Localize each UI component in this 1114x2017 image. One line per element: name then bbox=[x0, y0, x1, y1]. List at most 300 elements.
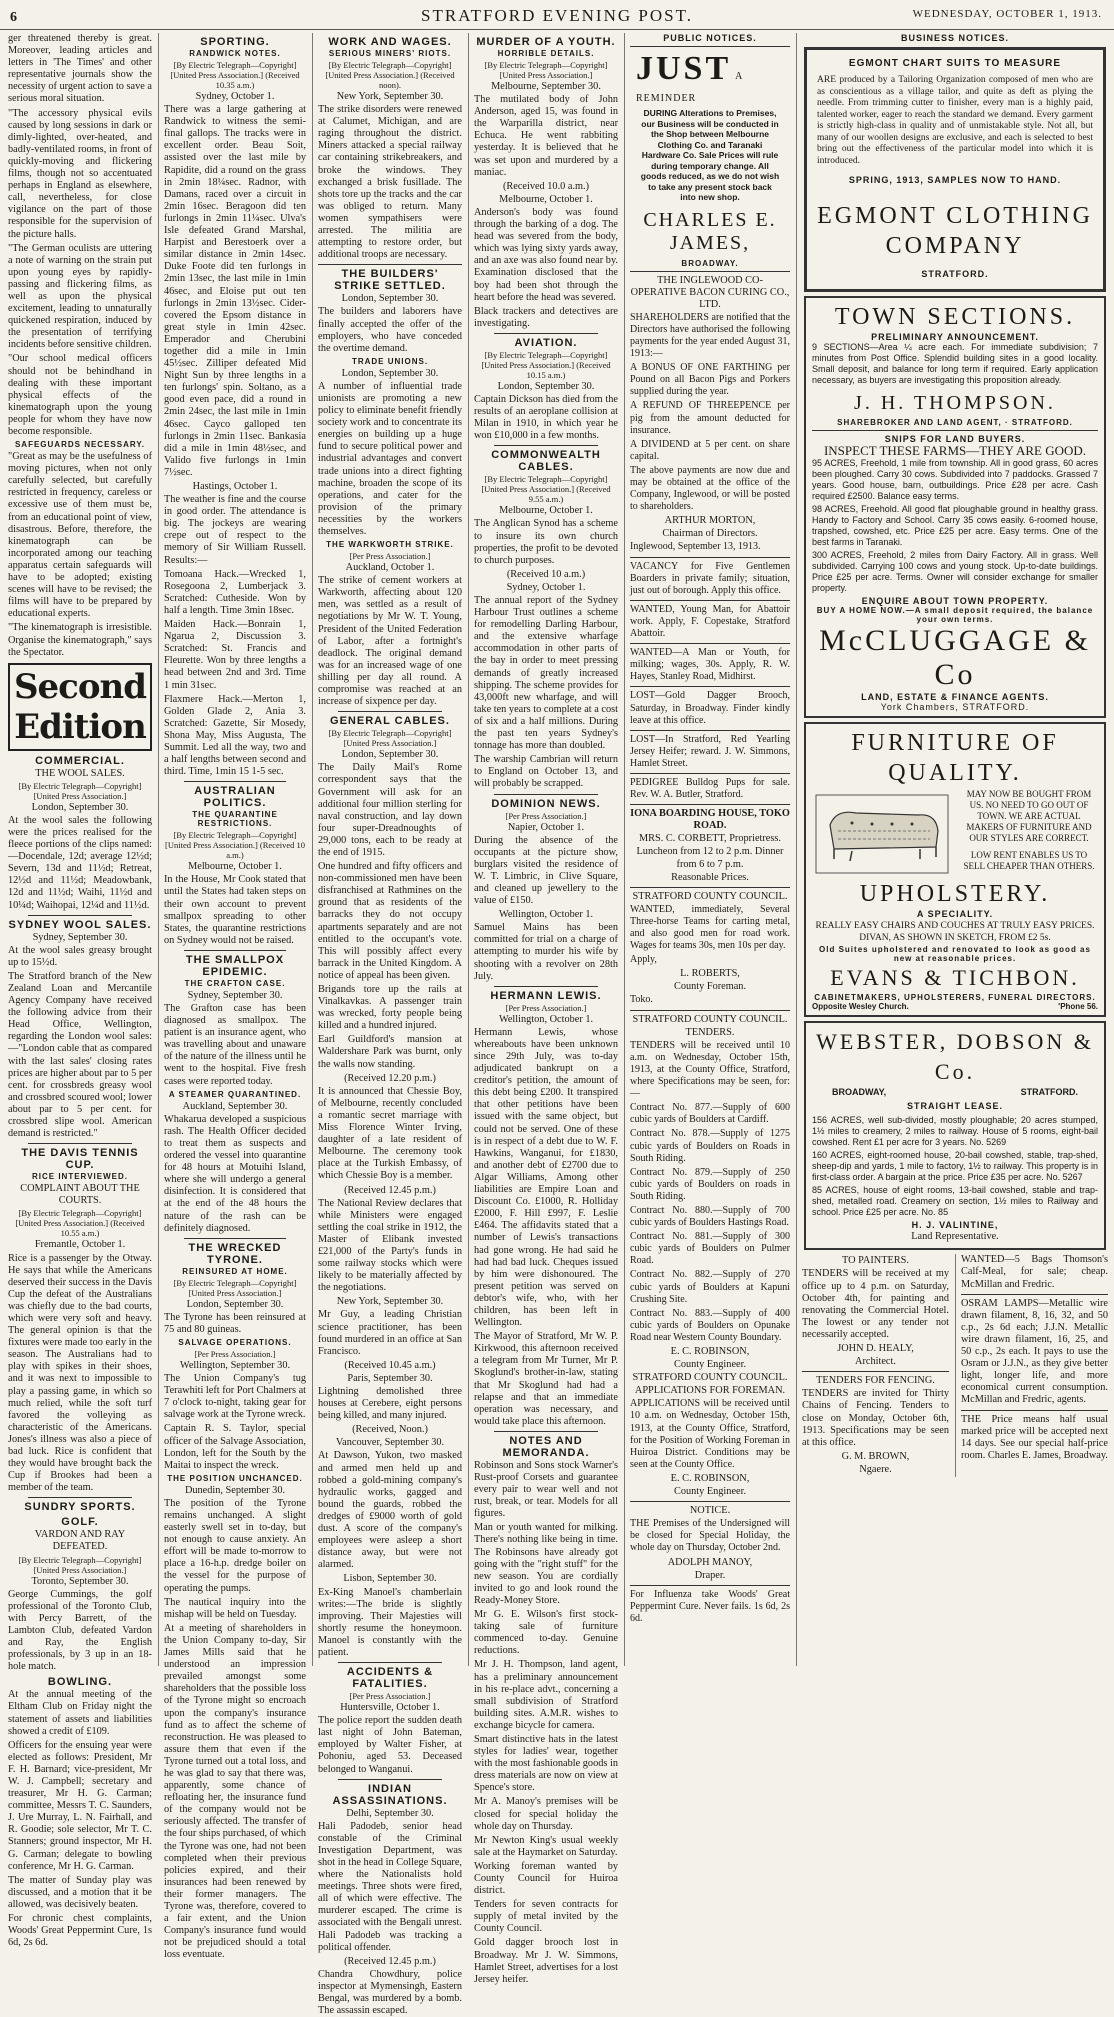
column-rule bbox=[796, 33, 797, 1666]
article-paragraph: At Dawson, Yukon, two masked and armed men held up and robbed a gold-mining company's hydraulic works, gagged and bound the guards, robbed the dredges of £9000 worth of gold dust. A score of the company's employees were asleep a short distance away, but were not alarmed. bbox=[318, 1450, 462, 1571]
farm-listing: 95 ACRES, Freehold, 1 mile from township. All in good grass, 60 acres been ploughed. Carry 30 cows. Subdivided into 7 paddocks. Grassed 7 years. Good house, barn, outbuildings. Price £28 per acre. Cash required £2500. Balance easy terms. bbox=[812, 458, 1098, 502]
section-heading: SYDNEY WOOL SALES. bbox=[8, 918, 152, 931]
section-heading: THE DAVIS TENNIS CUP. bbox=[21, 1147, 139, 1172]
small-ads-left bbox=[802, 1254, 949, 1477]
dateline: Sydney, September 30. bbox=[187, 989, 283, 1001]
notice-paragraph: The above payments are now due and may be obtained at the office of the Company, Inglewood, or will be posted to shareholders. bbox=[630, 464, 790, 513]
received-note: (Received 12.45 p.m.) bbox=[344, 1184, 436, 1196]
notice-signature: JOHN D. HEALY, bbox=[837, 1343, 914, 1355]
article-subheading: THE WOOL SALES. bbox=[35, 767, 125, 779]
section-heading: SPORTING. bbox=[200, 36, 270, 48]
received-note: (Received 12.45 p.m.) bbox=[344, 1955, 436, 1967]
notice-paragraph: A DIVIDEND at 5 per cent. on share capital. bbox=[630, 438, 790, 462]
article-paragraph: Smart distinctive hats in the latest styles for ladies' wear, together with the most fashionable goods in dress materials are now on view at Spence's store. bbox=[474, 1733, 618, 1794]
divider bbox=[630, 600, 790, 601]
article-paragraph: Whakarua developed a suspicious rash. The Health Officer decided to treat them as suspects and ordered the vessel into quarantine for 48 hours at Motuihi Island, where she will undergo a general disinfection. It is considered that at the end of the 48 hours the nature of the rash can be definitely diagnosed. bbox=[164, 1113, 306, 1234]
notice-paragraph: Toko. bbox=[630, 994, 653, 1006]
article-paragraph: One hundred and fifty officers and non-commissioned men have been disfranchised at Rathmines on the ground that as residents of the barracks they do not occupy apartments separately and are not entitled to the occupant's vote. This will possibly affect every barrack in the United Kingdom. A notice of appeal has been given. bbox=[318, 861, 462, 981]
article-paragraph: "The German oculists are uttering a note of warning on the strain put upon young eyes by rapidly-passing and flickering films, as well as upon the physical excitement, leading to unnaturally quickened respiration, induced by the presentation of terrifying incidents before sensitive children. bbox=[8, 242, 152, 351]
ad-body: ARE produced by a Tailoring Organization composed of men who are as conscientious as a village tailor, and quite as deft as plying the needle. From trimming cutter to finisher, every man is a highly paid, talented worker, eager to reach the standard we demand. Every garment is strictly high-class in quality and of unmistakable style. Not all, but many of our woollen designs are exclusive, and each is selected to best bring out the effectiveness of the particular model into which it is introduced. bbox=[817, 75, 1093, 166]
article-paragraph: Lightning demolished three houses at Cerebere, eight persons being killed, and many injured. bbox=[318, 1386, 462, 1422]
notice-title: THE INGLEWOOD CO-OPERATIVE BACON CURING CO., LTD. bbox=[630, 274, 790, 310]
received-note: (Received, Noon.) bbox=[352, 1424, 428, 1436]
section-header: PUBLIC NOTICES. bbox=[663, 33, 757, 43]
notice-title: IONA BOARDING HOUSE, TOKO ROAD. bbox=[630, 808, 790, 832]
notice-paragraph: Reasonable Prices. bbox=[671, 871, 749, 883]
wire-source: [By Electric Telegraph—Copyright] [United Press Association.] bbox=[18, 1554, 142, 1575]
wire-source: [By Electric Telegraph—Copyright] [United Press Association.] (Received 10.35 a.m.) bbox=[170, 60, 300, 90]
dateline: Auckland, October 1. bbox=[345, 562, 435, 574]
notice-signature: MRS. C. CORBETT, Proprietress. bbox=[639, 833, 781, 845]
ad-body: REALLY EASY CHAIRS AND COUCHES AT TRULY EASY PRICES. DIVAN, AS SHOWN IN SKETCH, FROM £2 5s. bbox=[815, 921, 1095, 944]
section-header: BUSINESS NOTICES. bbox=[900, 33, 1009, 43]
ad-tagline: STRAIGHT LEASE. bbox=[906, 1101, 1003, 1112]
article-paragraph: Working foreman wanted by County Council for Huiroa district. bbox=[474, 1860, 618, 1897]
article-paragraph: At a meeting of shareholders in the Union Company to-day, Sir James Mills said that he understood an impression prevailed amongst some shareholders that the possible loss of the Tyrone might so encroach upon the company's insurance fund as to affect the scheme of reconstruction. He was pleased to assure them that even if the Tyrone turned out a total loss, and he was glad to say that there was, apparently, some chance of refloating her, the insurance fund of the company would not be seriously affected. The transfer of the four ships purchased, of which the Tyrone was one, had not been completed when their previous policies expired, and their insurances had been renewed by their former managers. The Tyrone was, therefore, covered to a fair extent, and the Union Company's insurance fund would not be prejudiced should a total loss eventuate. bbox=[164, 1622, 306, 1961]
article-paragraph: Man or youth wanted for milking. There's nothing like being in time. The Robinsons have already got going with the "right stuff" for the new season. You are cordially invited to go and look round the Ready-Money Store. bbox=[474, 1522, 618, 1606]
dateline: Melbourne, October 1. bbox=[499, 505, 593, 517]
ad-address: BROADWAY. bbox=[681, 258, 739, 268]
divider bbox=[961, 1410, 1108, 1411]
notice-paragraph: WANTED, immediately, Several Three-horse Teams for carting metal, and also good men for road work. Wages for teams 30s, men 10s per day. bbox=[630, 903, 790, 952]
section-heading: INDIAN ASSASSINATIONS. bbox=[332, 1782, 448, 1807]
section-heading: THE BUILDERS' STRIKE SETTLED. bbox=[334, 268, 446, 293]
column-rule bbox=[624, 33, 625, 1666]
article-paragraph: The National Review declares that while Ministers were engaged settling the coal strike in 1912, the Master of Elibank invested £21,000 of the Party's funds in some railway stocks which were likely to be materially affected by the negotiations. bbox=[318, 1197, 462, 1294]
divider bbox=[630, 1585, 790, 1586]
article-paragraph: The Anglican Synod has a scheme to insure its own church properties, the profit to be devoted to church purposes. bbox=[474, 518, 618, 566]
section-heading: BOWLING. bbox=[47, 1676, 113, 1689]
ad-signature: H. J. VALINTINE, bbox=[911, 1220, 999, 1231]
column-rule bbox=[312, 33, 313, 1666]
article-paragraph: The strike disorders were renewed at Calumet, Michigan, and are raging throughout the district. Miners attacked a special railway car containing strikebreakers, and broke the windows. They exchanged a brisk fusillade. The shots tore up the tracks and the car was obliged to return. Many women sympathisers were arrested. The militia are attempting to restore order, but additional troops are necessary. bbox=[318, 104, 462, 261]
divider bbox=[630, 557, 790, 558]
section-heading: HERMANN LEWIS. bbox=[490, 989, 602, 1002]
article-paragraph: At the annual meeting of the Eltham Club on Friday night the statement of assets and liabilities showed a credit of £109. bbox=[8, 1689, 152, 1737]
notice-title: STRATFORD COUNTY COUNCIL. bbox=[632, 1013, 788, 1025]
ad-address: STRATFORD. bbox=[1020, 1087, 1078, 1098]
ad-address: BROADWAY, bbox=[832, 1087, 887, 1098]
farm-listing: 300 ACRES, Freehold, 2 miles from Dairy Factory. All in grass. Well subdivided. Carrying 100 cows and young stock. Up-to-date buildings. Price £25 per acre. Terms. Owner will consider exchange for smaller property. bbox=[812, 550, 1098, 594]
article-paragraph: In the House, Mr Cook stated that until the States had taken steps on their own account to prevent smallpox spreading to other States, the quarantine restrictions on Sydney would not be raised. bbox=[164, 874, 306, 946]
divider bbox=[630, 773, 790, 774]
article-paragraph: "The kinematograph is irresistible. Organise the kinematograph," says the Spectator. bbox=[8, 622, 152, 658]
notice-signature: Ngaere. bbox=[859, 1463, 892, 1475]
article-paragraph: The Tyrone has been reinsured at 75 and 80 guineas. bbox=[164, 1311, 306, 1335]
page-number: 6 bbox=[10, 10, 17, 25]
classified-ad: OSRAM LAMPS—Metallic wire drawn filament, 8, 16, 32, and 50 c.p., 2s 6d each; J.J.N. Metallic wire drawn filament, 16, 25, and 50 c.p., 2s each. It pays to use the Osram or J.J.N., as they give better light, longer life, and more economical current consumption. McMillan and Fredric, agents. bbox=[961, 1297, 1108, 1406]
ad-headline: UPHOLSTERY. bbox=[859, 881, 1051, 908]
ad-address: SHAREBROKER AND LAND AGENT, · STRATFORD. bbox=[837, 418, 1073, 427]
section-heading: THE SMALLPOX EPIDEMIC. bbox=[185, 953, 285, 978]
ad-headline: TOWN SECTIONS. bbox=[834, 304, 1076, 330]
article-paragraph: There was a large gathering at Randwick to witness the semi-final gallops. The tracks were in excellent order. Beau Soit, assisted over the last mile by Rapidite, did a round on the grass in 2min 18¼sec. Radnor, with Damans, raced over a circuit in 2min 16sec. Beragoon did ten furlongs in 2min 11¼sec. Ulva's Isle defeated Grand Marshal, Harpist and Berestoerk over a similar distance in 2min 14sec. Duke Foote did ten furlongs in 2min 13sec, the last mile in 1min 46sec, and Eloise put out ten furlongs in 2min 13½sec. Cider-covered the Epsom distance in great style in 1min 42sec. Emperador and Cherubini together did a mile in 1min 45½sec. Zilliper defeated Mid Night Sun by three lengths in a ten furlongs' spin. Soltano, as a good even pace, did a round in 2min 24sec, the last mile in 1min 46sec. Cayco galloped ten furlongs in 2min 11sec. Bankasia did a mile in 1min 48½sec, and Valido five furlongs in 1min 7½sec. bbox=[164, 104, 306, 478]
dateline: Lisbon, September 30. bbox=[343, 1573, 437, 1585]
column-6-business-notices bbox=[798, 33, 1112, 1666]
article-paragraph: Gold dagger brooch lost in Broadway. Mr J. W. Simmons, Hamlet Street, advertises for a lost Jersey heifer. bbox=[474, 1937, 618, 1985]
town-sections-ad bbox=[804, 296, 1106, 718]
notice-signature: Chairman of Directors. bbox=[662, 528, 758, 540]
section-subheading: THE CRAFTON CASE. bbox=[184, 978, 286, 988]
ad-tagline: A SPECIALITY. bbox=[916, 909, 994, 920]
ad-tagline: INSPECT THESE FARMS—THEY ARE GOOD. bbox=[823, 443, 1087, 458]
dateline: London, September 30. bbox=[341, 749, 439, 761]
wire-source: [Per Press Association.] bbox=[349, 1691, 431, 1702]
article-paragraph: At the wool sales the following were the prices realised for the fleece portions of the clips named:—Docendale, 12d; average 12½d; Severn, 13d and 11½d; Retreat, 12½d and 11½d; Meadowbank, 12d and 11½d; Waihi, 11½d and 10¼d; Waihopai, 12¼d and 11½d. bbox=[8, 814, 152, 911]
divider bbox=[494, 445, 598, 446]
ad-body: Old Suites upholstered and renovated to look as good as new at reasonable prices. bbox=[819, 945, 1091, 964]
divider bbox=[630, 271, 790, 272]
dateline: Dunedin, September 30. bbox=[184, 1484, 286, 1496]
article-paragraph: Mr J. H. Thompson, land agent, has a preliminary announcement in his re-place advt., concerning a small subdivision of Stratford building sites. A.M.R. wishes to exchange bicycle for camera. bbox=[474, 1659, 618, 1731]
article-paragraph: ger threatened thereby is great. Moreover, leading articles and letters in 'The Times' and other representative journals show the necessity of urgent action to save a serious moral situation. bbox=[8, 33, 152, 105]
notice-signature: County Foreman. bbox=[673, 981, 747, 993]
small-ads-row bbox=[802, 1254, 1108, 1477]
section-heading: NOTES AND MEMORANDA. bbox=[502, 1434, 590, 1459]
divider bbox=[812, 430, 1098, 431]
article-paragraph: Mr Newton King's usual weekly sale at the Haymarket on Saturday. bbox=[474, 1834, 618, 1858]
divider bbox=[630, 887, 790, 888]
column-3 bbox=[314, 33, 466, 2017]
section-heading: COMMONWEALTH CABLES. bbox=[491, 449, 601, 474]
dateline: London, September 30. bbox=[341, 293, 439, 305]
article-paragraph: During the absence of the occupants at the picture show, burglars visited the residence of W. T. Limbric, in Clive Square, and cleaned up jewellery to the value of £150. bbox=[474, 834, 618, 907]
article-paragraph: Captain Dickson has died from the results of an aeroplane collision at Milan in 1910, in which year he won £10,000 in a few months. bbox=[474, 393, 618, 442]
notice-title: TO PAINTERS. bbox=[842, 1255, 909, 1267]
dateline: Hastings, October 1. bbox=[192, 481, 278, 492]
divider bbox=[630, 643, 790, 644]
notice-paragraph: TENDERS will be received until 10 a.m. on Wednesday, October 15th, 1913, at the County Office, Stratford, where Specifications may be seen, for:— bbox=[630, 1039, 790, 1100]
article-paragraph: Mr Guy, a leading Christian science practitioner, has been found murdered in an office at San Francisco. bbox=[318, 1309, 462, 1357]
ad-tagline: BUY A HOME NOW.—A small deposit required, the balance your own terms. bbox=[816, 606, 1094, 625]
section-heading: MURDER OF A YOUTH. bbox=[476, 36, 616, 48]
divider bbox=[28, 1143, 132, 1144]
ad-body: LOW RENT ENABLES US TO SELL CHEAPER THAN OTHERS. bbox=[963, 850, 1095, 872]
ad-phone: 'Phone 56. bbox=[1058, 1002, 1098, 1012]
dateline: London, September 30. bbox=[341, 367, 439, 379]
article-paragraph: Officers for the ensuing year were elected as follows: President, Mr F. H. Barnard; vice-president, Mr W. J. Campbell; secretary and treasurer, Mr H. G. Carman; committee, Messrs T. C. Saunders, J. Ure Murray, L. N. Fairhall, and R. Goodie; sole selector, Mr T. C. Stanners; ground inspector, Mr H. G. Carman; delegate to bowling conference, Mr H. G. Carman. bbox=[8, 1739, 152, 1872]
classified-ad: For Influenza take Woods' Great Peppermint Cure. Never fails. 1s 6d, 2s 6d. bbox=[630, 1588, 790, 1624]
just-reminder-ad bbox=[630, 50, 790, 106]
article-paragraph: Black trackers and detectives are investigating. bbox=[474, 305, 618, 329]
second-edition-banner: Second Edition bbox=[8, 663, 152, 751]
ad-tagline: ENQUIRE ABOUT TOWN PROPERTY. bbox=[861, 596, 1049, 607]
dateline: Paris, September 30. bbox=[347, 1372, 433, 1384]
section-subheading: RICE INTERVIEWED. bbox=[32, 1172, 128, 1182]
dateline: Vancouver, September 30. bbox=[335, 1437, 445, 1449]
article-paragraph: "Great as may be the usefulness of moving pictures, when not only carefully selected, but carefully restricted in frequency, careless or excessive use of them must be, from an educational point of view, disastrous. Before, therefore, the kinematograph can be incorporated among our teaching apparatus certain safeguards will have to be adopted; existing scenes will have to be revised; the films will have to be prepared by educational experts. bbox=[8, 451, 152, 620]
article-paragraph: George Cummings, the golf professional of the Toronto Club, with Percy Barrett, of the Lambton Club, defeated Vardon and Ray, the English professionals, by 3 up in an 18-hole match. bbox=[8, 1588, 152, 1673]
article-paragraph: A number of influential trade unionists are promoting a new policy to eliminate benefit friendly society work and to concentrate its energies on building up a huge fund to secure political power and industrial advantages and convert trade unions into a direct fighting machine, broaden the scope of its operations, and cater for the provision of the primary necessities by the workers themselves. bbox=[318, 380, 462, 537]
section-heading: COMMERCIAL. bbox=[35, 754, 125, 767]
notice-paragraph: Inglewood, September 13, 1913. bbox=[630, 541, 761, 553]
issue-date: WEDNESDAY, OCTOBER 1, 1913. bbox=[912, 8, 1102, 20]
egmont-clothing-ad bbox=[804, 47, 1106, 292]
contract-item: Contract No. 879.—Supply of 250 cubic yards of Boulders on roads in South Riding. bbox=[630, 1166, 790, 1202]
article-paragraph: The mutilated body of John Anderson, aged 15, was found in the Warparilla district, near Echuca. He went rabbiting yesterday. It is believed that he was set upon and murdered by a maniac. bbox=[474, 94, 618, 178]
dateline: London, September 30. bbox=[186, 1298, 284, 1310]
classified-ad: LOST—In Stratford, Red Yearling Jersey Heifer; reward. J. W. Simmons, Hamlet Street. bbox=[630, 733, 790, 769]
column-5-public-notices bbox=[626, 33, 794, 1666]
divider bbox=[318, 264, 462, 265]
article-paragraph: The police report the sudden death last night of John Bateman, employed by Walter Fisher, at Pohoniu, aged 53. Deceased belonged to Wanganui. bbox=[318, 1715, 462, 1775]
classified-ad: PEDIGREE Bulldog Pups for sale. Rev. W. A. Butler, Stratford. bbox=[630, 776, 790, 801]
article-paragraph: Hermann Lewis, whose whereabouts have been unknown since 29th July, was to-day adjudicated bankrupt on a creditor's petition, the amount of this debt being £200. It transpired that other petitions have been issued with the same object, but could not be served. One of these is in respect of a debt due to W. F. Hawkins, Wanganui, for £1830, and another debt of £2700 due to Algar Williams, Among other liabilities are Empire Loan and Discount Co. £1000, R. Holliday £2000, F. Hill £997, F. Leslie £464. The affidavits stated that a number of Lewis's transactions had gone wrong. He had said he had had bad luck. Cheques issued by him were dishonoured. The present petition was served on debtor's wife, who, with her children, has been left in Wellington. bbox=[474, 1026, 618, 1329]
wire-source: [By Electric Telegraph—Copyright] [United Press Association.] (Received noon). bbox=[325, 60, 455, 90]
article-paragraph: The Union Company's tug Terawhiti left for Port Chalmers at 7 o'clock to-night, taking gear for salvage work at the Tyrone wreck. bbox=[164, 1373, 306, 1421]
article-subheading: COMPLAINT ABOUT THE COURTS. bbox=[20, 1183, 140, 1207]
notice-paragraph: A BONUS OF ONE FARTHING per Pound on all Bacon Pigs and Porkers supplied during the year. bbox=[630, 362, 790, 398]
article-paragraph: Chandra Chowdhury, police inspector at Mymensingh, Eastern Bengal, was murdered by a bomb. The assassin escaped. bbox=[318, 1968, 462, 2017]
section-heading: ACCIDENTS & FATALITIES. bbox=[346, 1666, 434, 1691]
article-paragraph: The warship Cambrian will return to England on October 13, and will probably be scrapped. bbox=[474, 754, 618, 790]
ad-signature: Land Representative. bbox=[911, 1231, 999, 1243]
article-paragraph: The nautical inquiry into the mishap will be held on Tuesday. bbox=[164, 1596, 306, 1620]
article-paragraph: The builders and laborers have finally accepted the offer of the employers, who have conceded the overtime demand. bbox=[318, 306, 462, 354]
farm-listing: 160 ACRES, eight-roomed house, 20-bail cowshed, stable, trap-shed, sheep-dip and yards, 1 mile to factory, 1½ to railway. This property is in first-class order. A bargain at the price. Price £35 per acre. No. 5267 bbox=[812, 1150, 1098, 1183]
ad-tagline: PRELIMINARY ANNOUNCEMENT. bbox=[871, 332, 1039, 342]
ad-address: Opposite Wesley Church. bbox=[812, 1002, 909, 1012]
ad-headline: EGMONT CHART SUITS TO MEASURE bbox=[848, 58, 1062, 69]
article-paragraph: Ex-King Manoel's chamberlain writes:—The bride is slightly improving. Their Majesties will shortly resume the honeymoon. Manoel is constantly with the patient. bbox=[318, 1586, 462, 1658]
column-1 bbox=[4, 33, 156, 1949]
divider bbox=[184, 950, 286, 951]
contract-item: Contract No. 883.—Supply of 400 cubic yards of Boulders on Opunake Road near Western County Boundary. bbox=[630, 1307, 790, 1343]
wire-source: [By Electric Telegraph—Copyright] [United Press Association.] (Received 10 a.m.) bbox=[165, 830, 305, 861]
article-paragraph: The Stratford branch of the New Zealand Loan and Mercantile Agency Company have received the following advice from their Head Office, Wellington, regarding the London wool sales:—"London cable that as compared with the last sales' closing rates prices are higher about par to 5 per cent. for crossbreds greasy wool and crossbred scoured wool; lower about par to 5 per cent. for crossbred slipe wool. American demand is restricted." bbox=[8, 970, 152, 1140]
article-paragraph: Tenders for seven contracts for supply of metal invited by the County Council. bbox=[474, 1899, 618, 1935]
dateline: Wellington, October 1. bbox=[498, 1013, 594, 1025]
article-paragraph: Mr A. Manoy's premises will be closed for special holiday the whole day on Thursday. bbox=[474, 1796, 618, 1832]
divider bbox=[630, 46, 790, 47]
divider bbox=[961, 1294, 1108, 1295]
dateline: Toronto, September 30. bbox=[31, 1575, 129, 1587]
article-paragraph: Brigands tore up the rails at Vinalkavkas. A passenger train was wrecked, forty people being killed and a hundred injured. bbox=[318, 984, 462, 1032]
section-heading: GOLF. bbox=[61, 1516, 99, 1529]
dateline: New York, September 30. bbox=[336, 91, 444, 102]
article-paragraph: The Grafton case has been diagnosed as smallpox. The patient is an insurance agent, who was travelling about and unaware of the nature of the illness until he went to the hospital. Five fresh cases were reported today. bbox=[164, 1003, 306, 1087]
dateline: Napier, October 1. bbox=[507, 821, 585, 833]
ad-address-row bbox=[812, 1087, 1098, 1097]
notice-paragraph: Apply, bbox=[630, 954, 657, 966]
section-heading: GENERAL CABLES. bbox=[330, 715, 450, 728]
notice-signature: L. ROBERTS, bbox=[680, 968, 740, 980]
notice-title: TENDERS. bbox=[685, 1026, 735, 1038]
notice-title: STRATFORD COUNTY COUNCIL. bbox=[632, 890, 788, 902]
webster-dobson-ad bbox=[804, 1021, 1106, 1250]
wire-source: [By Electric Telegraph—Copyright] [United Press Association.] bbox=[328, 728, 452, 749]
dateline: Melbourne, October 1. bbox=[188, 861, 282, 873]
ad-advertiser: McCLUGGAGE & Co bbox=[819, 624, 1091, 692]
masthead bbox=[0, 0, 1114, 30]
section-heading: THE WRECKED TYRONE. bbox=[188, 1241, 282, 1266]
wire-source: [Per Press Association.] bbox=[194, 1348, 276, 1359]
notice-title: TENDERS FOR FENCING. bbox=[816, 1375, 935, 1387]
column-rule bbox=[468, 33, 469, 1666]
article-paragraph: Mr G. E. Wilson's first stock-taking sale of furniture commenced to-day. Genuine reductions. bbox=[474, 1609, 618, 1657]
article-paragraph: Anderson's body was found through the barking of a dog. The head was severed from the body, which was lying sixty yards away, and an axe was also found near by. Examination disclosed that the boy had been shot through the heart before the head was severed. bbox=[474, 206, 618, 303]
ad-address: STRATFORD. bbox=[921, 269, 989, 279]
article-paragraph: Hali Padodeb, senior head constable of the Criminal Investigation Department, was shot in the head in College Square, where the Nationalists hold meetings. Three shots were fired, all of which were effective. The murderer escaped. The crime is associated with the Bengali unrest. Hali Padodeb was tracking a political offender. bbox=[318, 1820, 462, 1953]
received-note: (Received 12.20 p.m.) bbox=[344, 1072, 436, 1084]
section-subheading: THE WARKWORTH STRIKE. bbox=[326, 540, 454, 550]
ad-footer bbox=[812, 1002, 1098, 1011]
classified-ad: WANTED, Young Man, for Abattoir work. Apply, F. Copestake, Stratford Abattoir. bbox=[630, 603, 790, 640]
ad-body: MAY NOW BE BOUGHT FROM US. NO NEED TO GO OUT OF TOWN. WE ARE ACTUAL MAKERS OF FURNITURE AND OUR STYLES ARE CORRECT. bbox=[966, 789, 1092, 844]
article-subheading: VARDON AND RAY DEFEATED. bbox=[34, 1529, 126, 1553]
ad-advertiser: EGMONT CLOTHING bbox=[817, 203, 1093, 229]
contract-item: Contract No. 881.—Supply of 300 cubic yards of Boulders on Pulmer Road. bbox=[630, 1231, 790, 1267]
furniture-ad bbox=[804, 722, 1106, 1017]
notice-signature: E. C. ROBINSON, bbox=[670, 1472, 750, 1484]
wire-source: [By Electric Telegraph—Copyright] [United Press Association.] (Received 9.55 a.m.) bbox=[481, 474, 611, 505]
article-paragraph: For chronic chest complaints, Woods' Great Peppermint Cure, 1s 6d, 2s 6d. bbox=[8, 1913, 152, 1949]
divider bbox=[28, 915, 132, 916]
contract-item: Contract No. 880.—Supply of 700 cubic yards of Boulders Hastings Road. bbox=[630, 1204, 790, 1229]
article-paragraph: Captain R. S. Taylor, special officer of the Salvage Association, London, left for the South by the Maitai to inspect the wreck. bbox=[164, 1423, 306, 1471]
dateline: London, September 30. bbox=[497, 380, 595, 392]
article-paragraph: The Daily Mail's Rome correspondent says that the Government will ask for an additional four million sterling for naval construction, and lay down four super-Dreadnoughts of 29,000 tons, each to be ready at the end of 1915. bbox=[318, 762, 462, 858]
notice-title: APPLICATIONS FOR FOREMAN. bbox=[634, 1385, 786, 1397]
wire-source: [By Electric Telegraph—Copyright] [United Press Association.] (Received 10.55 a.m.) bbox=[15, 1208, 145, 1239]
dateline: Huntersville, October 1. bbox=[340, 1702, 440, 1714]
furniture-ad-body bbox=[812, 789, 1098, 872]
paper-title: STRATFORD EVENING POST. bbox=[421, 6, 693, 25]
wire-source: [By Electric Telegraph—Copyright] [United Press Association.] bbox=[173, 1277, 297, 1298]
dateline: New York, September 30. bbox=[336, 1296, 444, 1308]
wire-source: [Per Press Association.] bbox=[505, 1002, 587, 1013]
divider bbox=[630, 804, 790, 805]
article-paragraph: The weather is fine and the course in good order. The attendance is big. The jockeys are wearing crepe out of respect to the memory of Sir William Russell. Results:— bbox=[164, 494, 306, 566]
section-subheading: SALVAGE OPERATIONS. bbox=[178, 1337, 292, 1347]
article-paragraph: "The accessory physical evils caused by long sessions in dark or dimly-lighted, over-heated, and badly-ventilated rooms, in front of quickly-moving and flickering films, though not so accentuated perhaps in England as elsewhere, call, nevertheless, for close vigilance on the part of those responsible for the supervision of the picture halls. bbox=[8, 107, 152, 240]
ad-headline: JUST bbox=[636, 50, 732, 87]
article-paragraph: "Our school medical officers should not be behindhand in dealing with these important physical effects of the kinematograph upon the young people for whom they have now become responsible. bbox=[8, 353, 152, 437]
contract-item: Contract No. 877.—Supply of 600 cubic yards of Boulders at Cardiff. bbox=[630, 1102, 790, 1126]
contract-item: Contract No. 882.—Supply of 270 cubic yards of Boulders at Kapuni Crushing Site. bbox=[630, 1269, 790, 1305]
notice-paragraph: SHAREHOLDERS are notified that the Directors have authorised the following payments for the year ended August 31, 1913:— bbox=[630, 311, 790, 360]
article-paragraph: The matter of Sunday play was discussed, and a motion that it be allowed, was decisively beaten. bbox=[8, 1874, 152, 1910]
classified-ad: VACANCY for Five Gentlemen Boarders in private family; situation, just out of borough. Apply this office. bbox=[630, 560, 790, 596]
divider bbox=[494, 794, 598, 795]
notice-paragraph: APPLICATIONS will be received until 10 a.m. on Wednesday, October 15th, 1913, at the County Office, Stratford, for the Position of Working Foreman in Huiroa District. Conditions may be seen at the County Office. bbox=[630, 1398, 790, 1470]
dateline: Auckland, September 30. bbox=[182, 1100, 288, 1112]
article-paragraph: Robinson and Sons stock Warner's Rust-proof Corsets and guarantee every pair to wear well and not rust, break, or tear. Models for all figures. bbox=[474, 1459, 618, 1520]
section-heading: SUNDRY SPORTS. bbox=[24, 1501, 136, 1514]
notice-signature: ADOLPH MANOY, bbox=[667, 1556, 753, 1568]
notice-signature: ARTHUR MORTON, bbox=[664, 515, 756, 527]
ad-advertiser: EVANS & TICHBON. bbox=[830, 965, 1080, 991]
ad-address: LAND, ESTATE & FINANCE AGENTS. bbox=[861, 692, 1049, 703]
article-paragraph: Earl Guildford's mansion at Waldershare Park was burnt, only the walls now standing. bbox=[318, 1034, 462, 1070]
farm-listing: 156 ACRES, well sub-divided, mostly ploughable; 20 acres stumped, 1½ miles to creamery, 2 miles to railway. House of 5 rooms, eight-bail cowshed. Rent £1 per acre for 3 years. No. 5269 bbox=[812, 1115, 1098, 1148]
article-paragraph: At the wool sales greasy brought up to 15½d. bbox=[8, 944, 152, 968]
article-paragraph: Samuel Mains has been committed for trial on a charge of attempting to murder his wife by shooting with a revolver on 28th July. bbox=[474, 922, 618, 982]
notice-paragraph: THE Premises of the Undersigned will be closed for Special Holiday, the whole day on Thursday, October 2nd. bbox=[630, 1518, 790, 1554]
notice-paragraph: Luncheon from 12 to 2 p.m. Dinner from 6 to 7 p.m. bbox=[636, 846, 784, 870]
notice-signature: Architect. bbox=[855, 1356, 896, 1368]
divider bbox=[494, 333, 598, 334]
article-paragraph: It is announced that Chessie Boy, of Melbourne, recently concluded a romantic secret marriage with Miss Florence Winter Irving, daughter of a late resident of Melbourne. The ceremony took place at the Turkish Embassy, of which Chessie Boy is a member. bbox=[318, 1085, 462, 1182]
divider bbox=[630, 686, 790, 687]
wire-source: [By Electric Telegraph—Copyright] [United Press Association.] bbox=[484, 60, 608, 80]
notice-signature: G. M. BROWN, bbox=[841, 1450, 910, 1462]
received-note: (Received 10 a.m.) bbox=[506, 568, 586, 580]
ad-advertiser: COMPANY bbox=[885, 233, 1025, 259]
section-heading: DOMINION NEWS. bbox=[491, 797, 601, 810]
article-paragraph: Tomoana Hack.—Wrecked 1, Rosegoona 2, Lumberjack 3. Scratched: Cutheside. Won by half a length. Time 3min 18sec. bbox=[164, 568, 306, 616]
wire-source: [Per Press Association.] bbox=[349, 551, 431, 562]
farm-listing: 85 ACRES, house of eight rooms, 13-bail cowshed, stable and trap-shed, metalled road. Creamery on section, 1½ miles to Railway and school. Price £25 per acre. No. 85 bbox=[812, 1185, 1098, 1218]
section-subheading: SERIOUS MINERS' RIOTS. bbox=[328, 49, 452, 58]
article-paragraph: The Mayor of Stratford, Mr W. P. Kirkwood, this afternoon received a telegram from Mr Turner, Mr P. Skoglund's brother-in-law, stating that Mr Skoglund had had a relapse and that an immediate operation was necessary, and would take place this afternoon. bbox=[474, 1331, 618, 1427]
notice-paragraph: A REFUND OF THREEPENCE per pig from the amount deducted for insurance. bbox=[630, 400, 790, 436]
divider bbox=[338, 1779, 442, 1780]
column-rule bbox=[158, 33, 159, 1666]
wire-source: [Per Press Association.] bbox=[505, 810, 587, 821]
notice-paragraph: TENDERS will be received at my office up to 4 p.m. on Saturday, October 4th, for painting and renovating the Commercial Hotel. The lowest or any tender not necessarily accepted. bbox=[802, 1268, 949, 1340]
column-2 bbox=[160, 33, 310, 1961]
divider bbox=[630, 1501, 790, 1502]
contract-item: Contract No. 878.—Supply of 1275 cubic yards of Boulders on Roads in South Riding. bbox=[630, 1128, 790, 1164]
notice-title: NOTICE. bbox=[689, 1505, 731, 1517]
divider bbox=[630, 730, 790, 731]
ad-body: 9 SECTIONS—Area ¼ acre each. For immediate subdivision; 7 minutes from Post Office. Splendid building sites in a good locality. Small deposit, and balance for long term if required. Early application necessary, as buyers are investigating this proposition already. bbox=[812, 342, 1098, 385]
divider bbox=[338, 711, 442, 712]
dateline: Melbourne, September 30. bbox=[491, 81, 601, 92]
divider bbox=[184, 781, 286, 782]
section-heading: AVIATION. bbox=[514, 336, 578, 349]
section-subheading: TRADE UNIONS. bbox=[351, 356, 429, 366]
dateline: Delhi, September 30. bbox=[346, 1807, 434, 1819]
classified-ad: WANTED—A Man or Youth, for milking; wages, 30s. Apply, R. W. Hayes, Stanley Road, Midhirst. bbox=[630, 647, 790, 683]
wire-source: [By Electric Telegraph—Copyright] [United Press Association.] bbox=[18, 780, 142, 801]
section-subheading: RANDWICK NOTES. bbox=[189, 49, 281, 58]
ad-tagline: A REMINDER bbox=[636, 71, 743, 104]
divider bbox=[28, 1497, 132, 1498]
notice-signature: Draper. bbox=[694, 1569, 726, 1581]
classified-ad: THE Price means half usual marked price will be accepted next 14 days. See our special half-price room. Charles E. James, Broadway. bbox=[961, 1413, 1108, 1461]
classified-ad: WANTED—5 Bags Thomson's Calf-Meal, for sale; cheap. McMillan and Fredric. bbox=[961, 1254, 1108, 1290]
notice-signature: E. C. ROBINSON, bbox=[670, 1346, 750, 1357]
wire-source: [By Electric Telegraph—Copyright] [United Press Association.] (Received 10.15 a.m.) bbox=[481, 349, 611, 380]
divider bbox=[338, 1662, 442, 1663]
notice-signature: County Engineer. bbox=[673, 1359, 747, 1371]
classified-ad: LOST—Gold Dagger Brooch, Saturday, in Broadway. Finder kindly leave at this office. bbox=[630, 690, 790, 726]
notice-paragraph: TENDERS are invited for Thirty Chains of Fencing. Tenders to close on Monday, October 6th, 1913. Specifications may be seen at this office. bbox=[802, 1388, 949, 1448]
ad-advertiser: WEBSTER, DOBSON & Co. bbox=[816, 1029, 1094, 1085]
farm-listing: 98 ACRES, Freehold. All good flat ploughable ground in healthy grass. Handy to Factory and School. Carry 35 cows easily. 6-roomed house, trapshed, cowshed, etc. Price £25 per acre. Easy terms. One of the best farms in Taranaki. bbox=[812, 504, 1098, 548]
divider bbox=[494, 1431, 598, 1432]
received-note: (Received 10.45 a.m.) bbox=[344, 1359, 436, 1371]
divider bbox=[630, 1010, 790, 1011]
ad-body: DURING Alterations to Premises, our Business will be conducted in the Shop between Melbourne Clothing Co. and Taranaki Hardware Co. Sale Prices will rule during temporary change. All goods reduced, as we do not wish to take any present stock back into new shop. bbox=[640, 108, 780, 202]
dateline: Sydney, October 1. bbox=[506, 581, 586, 593]
ad-advertiser: CHARLES E. JAMES, bbox=[643, 208, 777, 254]
section-subheading: HORRIBLE DETAILS. bbox=[497, 49, 595, 58]
dateline: Sydney, October 1. bbox=[195, 91, 275, 102]
section-heading: AUSTRALIAN POLITICS. bbox=[194, 785, 276, 810]
dateline: Wellington, October 1. bbox=[498, 909, 594, 921]
article-paragraph: Maiden Hack.—Bonrain 1, Ngarua 2, Discussion 3. Scratched: St. Francis and Fleurette. Won by three lengths a head between 2nd and 3rd. Time 1 min 31sec. bbox=[164, 619, 306, 691]
divider bbox=[184, 1238, 286, 1239]
ad-headline: SNIPS FOR LAND BUYERS. bbox=[884, 434, 1026, 444]
received-note: (Received 10.0 a.m.) bbox=[502, 180, 590, 192]
article-paragraph: Rice is a passenger by the Otway. He says that while the Americans deserved their success in the Davis Cup the defeat of the Australians was chiefly due to the bad courts, which were very soft and heavy. The general opinion is that the fixtures were made too early in the season. The Australians had to play with spikes in their shoes, and it was next to impossible to play a passing game, in which so much relied, while the soft turf favored the volleying as characteristic of the Americans. Jones's illness was also a piece of bad luck. Rice is confident that they would have brought back the Cup if Brookes had been a member of the team. bbox=[8, 1252, 152, 1494]
ad-address: CABINETMAKERS, UPHOLSTERERS, FUNERAL DIRECTORS. bbox=[814, 993, 1096, 1003]
ad-tagline: SPRING, 1913, SAMPLES NOW TO HAND. bbox=[848, 175, 1062, 185]
section-subheading: A STEAMER QUARANTINED. bbox=[168, 1089, 302, 1099]
